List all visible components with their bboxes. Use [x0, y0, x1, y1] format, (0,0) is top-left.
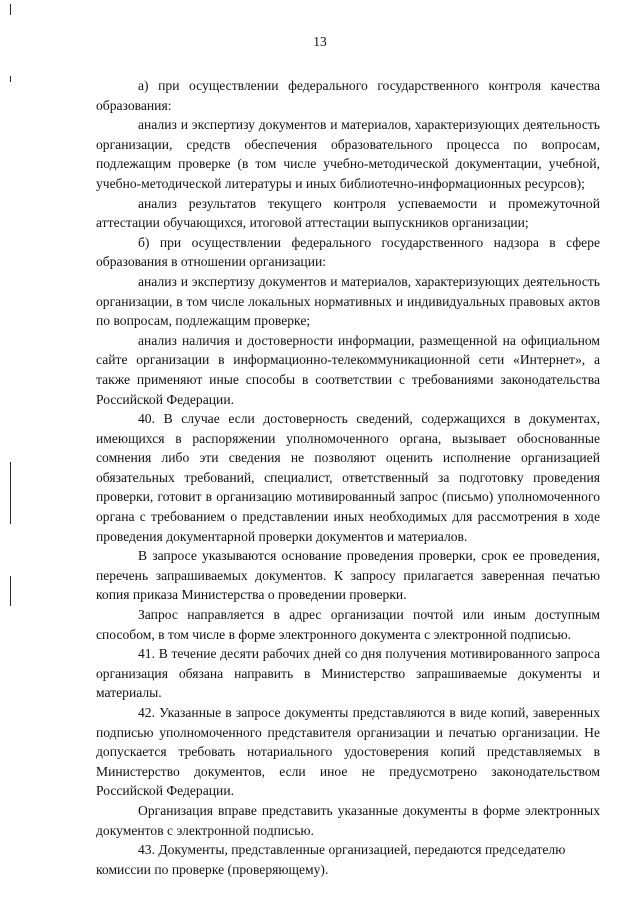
scan-mark-top [10, 4, 11, 15]
paragraph-a-federal-control: а) при осуществлении федерального государственного контроля качества образования: [96, 78, 600, 113]
scan-mark-lower [10, 576, 11, 606]
paragraph-website-analysis: анализ наличия и достоверности информации, размещенной на официальном сайте организации в информационно-телекоммуникационной сети «Интернет», а также применяют иные способы в соответствии с требованиями законодательства Российской Федерации. [96, 332, 600, 407]
paragraph-b-federal-supervision: б) при осуществлении федерального государственного надзора в сфере образования в отношении организации: [96, 234, 600, 270]
paragraph-document-analysis: анализ и экспертизу документов и материалов, характеризующих деятельность организации, средств обеспечения образовательного процесса по вопросам, подлежащим проверке (в том числе учебно-методической документации, учебной, учебно-методической литературы и иных библиотечно-информационных ресурсов); [96, 117, 600, 191]
paragraph-request-contents: В запросе указываются основание проведения проверки, срок ее проведения, перечень запрашиваемых документов. К запросу прилагается заверенная печатью копия приказа Министерства о проведении проверки. [96, 548, 600, 603]
page-number: 13 [313, 34, 327, 49]
document-body [96, 76, 600, 879]
paragraph-electronic-documents: Организация вправе представить указанные документы в форме электронных документов с электронной подписью. [96, 802, 600, 838]
paragraph-42: 42. Указанные в запросе документы представляются в виде копий, заверенных подписью уполномоченного представителя организации и печатью организации. Не допускается требовать нотариального удостоверения копий представляемых в Министерство документов, если иное не предусмотрено законодательством Российской Федерации. [96, 705, 600, 799]
paragraph-request-delivery: Запрос направляется в адрес организации почтой или иным доступным способом, в том числе в форме электронного документа с электронной подписью. [96, 607, 600, 642]
paragraph-attestation-analysis: анализ результатов текущего контроля успеваемости и промежуточной аттестации обучающихся, итоговой аттестации выпускников организации; [96, 195, 600, 231]
paragraph-normative-acts-analysis: анализ и экспертизу документов и материалов, характеризующих деятельность организации, в том числе локальных нормативных и индивидуальных правовых актов по вопросам, подлежащим проверке; [96, 273, 600, 329]
paragraph-40: 40. В случае если достоверность сведений, содержащихся в документах, имеющихся в распоряжении уполномоченного органа, вызывает обоснованные сомнения либо эти сведения не позволяют оценить исполнение организацией обязательных требований, специалист, ответственный за подготовку проведения проверки, готовит в организацию мотивированный запрос (письмо) уполномоченного органа с требованием о представлении иных необходимых для рассмотрения в ходе проведения документарной проверки документов и материалов. [96, 411, 600, 544]
paragraph-43: 43. Документы, представленные организацией, передаются председателю комиссии по проверке (проверяющему). [96, 842, 566, 877]
paragraph-41: 41. В течение десяти рабочих дней со дня получения мотивированного запроса организация обязана направить в Министерство запрашиваемые документы и материалы. [96, 646, 600, 701]
scan-mark-middle [10, 462, 11, 524]
scan-mark-upper [10, 76, 11, 82]
